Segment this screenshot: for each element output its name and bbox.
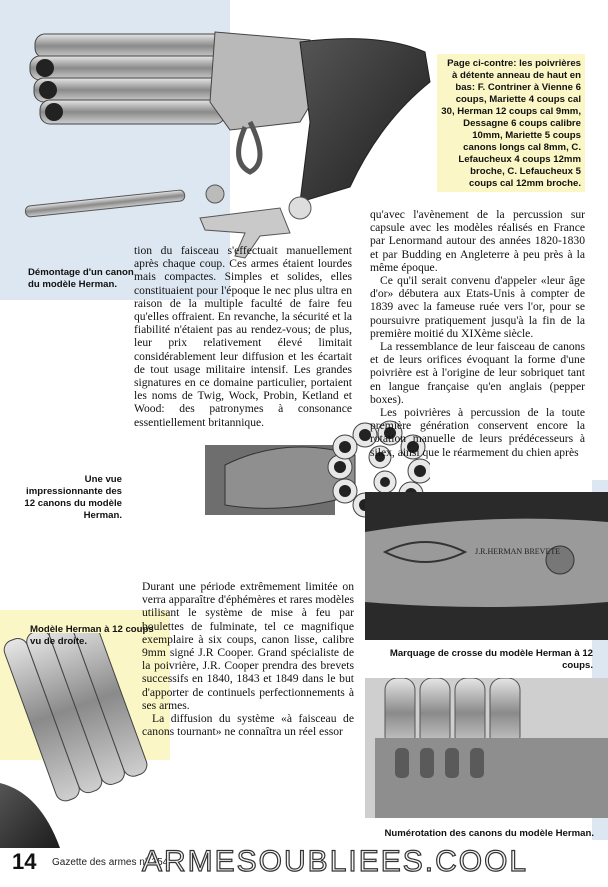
watermark: ARMESOUBLIEES.COOL (142, 845, 529, 878)
caption-butt-marking: Marquage de crosse du modèle Herman à 12 coups. (389, 648, 593, 671)
caption-numbering: Numérotation des canons du modèle Herman. (384, 828, 594, 839)
photo-butt-marking (365, 492, 608, 640)
photo-herman-right (0, 633, 160, 848)
text-column-middle (142, 580, 354, 738)
text-column-right (370, 208, 585, 459)
engraving-text: J.R.HERMAN BREVETE (475, 547, 561, 556)
paragraph-right-1: qu'avec l'avènement de la percussion sur capsule avec les modèles réalisés en France par Lenormand autour des années 1820-1830 et par Budding en Angleterre à peu près à la même époque. (370, 208, 585, 274)
paragraph-right-2: Ce qu'il serait convenu d'appeler «leur âge d'or» débutera aux Etats-Unis à compter de 1839 avec la fameuse ruée vers l'or, pour se poursuivre pratiquement jusqu'à la fin de la première moitié du XIXème siècle. (370, 274, 585, 340)
paragraph-right-3: La ressemblance de leur faisceau de canons et de leurs orifices évoquant la forme d'une poivrière est à l'origine de leur sobriquet tant en langue française qu'en anglais (pepper boxes). (370, 340, 585, 406)
text-column-left (134, 244, 352, 429)
paragraph-middle-2: La diffusion du système «à faisceau de canons tournant» ne connaîtra un réel essor (142, 712, 354, 739)
publication-name: Gazette des armes n° 354 (52, 857, 169, 868)
caption-box-top-right (437, 54, 585, 192)
paragraph-middle-1: Durant une période extrêmement limitée on verra apparaître d'éphémères et rares modèles utilisant le système de mise à feu par boulettes de fulminate, tel ce magnifique exemplaire à six coups, canon lisse, calibre 9mm signé J.R Cooper. Grand spécialiste de la poivrière, J.R. Cooper prendra des brevets successifs en 1840, 1843 et 1849 dans le but d'apporter de continuels perfectionnements à ses armes. (142, 580, 354, 712)
paragraph-left: tion du faisceau s'effectuait manuellement après chaque coup. Ces armes étaient lourdes mais compactes. Simples et solides, elles constituaient pour l'époque le nec plus ultra en raison de la multiple faculté de faire feu qu'elles offraient. En revanche, la sécurité et la fiabilité n'étaient pas au rendez-vous; de plus, leur prix relativement élevé limitait considérablement leur diffusion et les écartait de tout usage militaire intensif. Les grandes signatures en ce domaine particulier, portaient les noms de Twig, Wock, Probin, Ketland et Wood: des patronymes à consonance essentiellement britannique. (134, 244, 352, 429)
caption-twelve-cannons: Une vue impressionnante des 12 canons du modèle Herman. (24, 474, 122, 521)
caption-dismantle: Démontage d'un canon du modèle Herman. (28, 267, 134, 290)
page-number: 14 (12, 849, 37, 874)
caption-herman-right: Modèle Herman à 12 coups vu de droite. (30, 624, 154, 647)
paragraph-right-4: Les poivrières à percussion de la toute première génération conservent encore la rotation manuelle de leurs prédécesseurs à silex, ainsi que le réarmement du chien après (370, 406, 585, 459)
caption-top-right: Page ci-contre: les poivrières à détente anneau de haut en bas: F. Contriner à Vienne 6 coups, Mariette 4 coups cal 30, Herman 12 coups cal 9mm, Dessagne 6 coups calibre 10mm, Mariette 5 coups canons longs cal 8mm, C. Lefaucheux 4 coups 12mm broche, C. Lefaucheux 5 coups cal 12mm broche. (441, 58, 581, 189)
photo-cannon-numbering (365, 678, 608, 818)
